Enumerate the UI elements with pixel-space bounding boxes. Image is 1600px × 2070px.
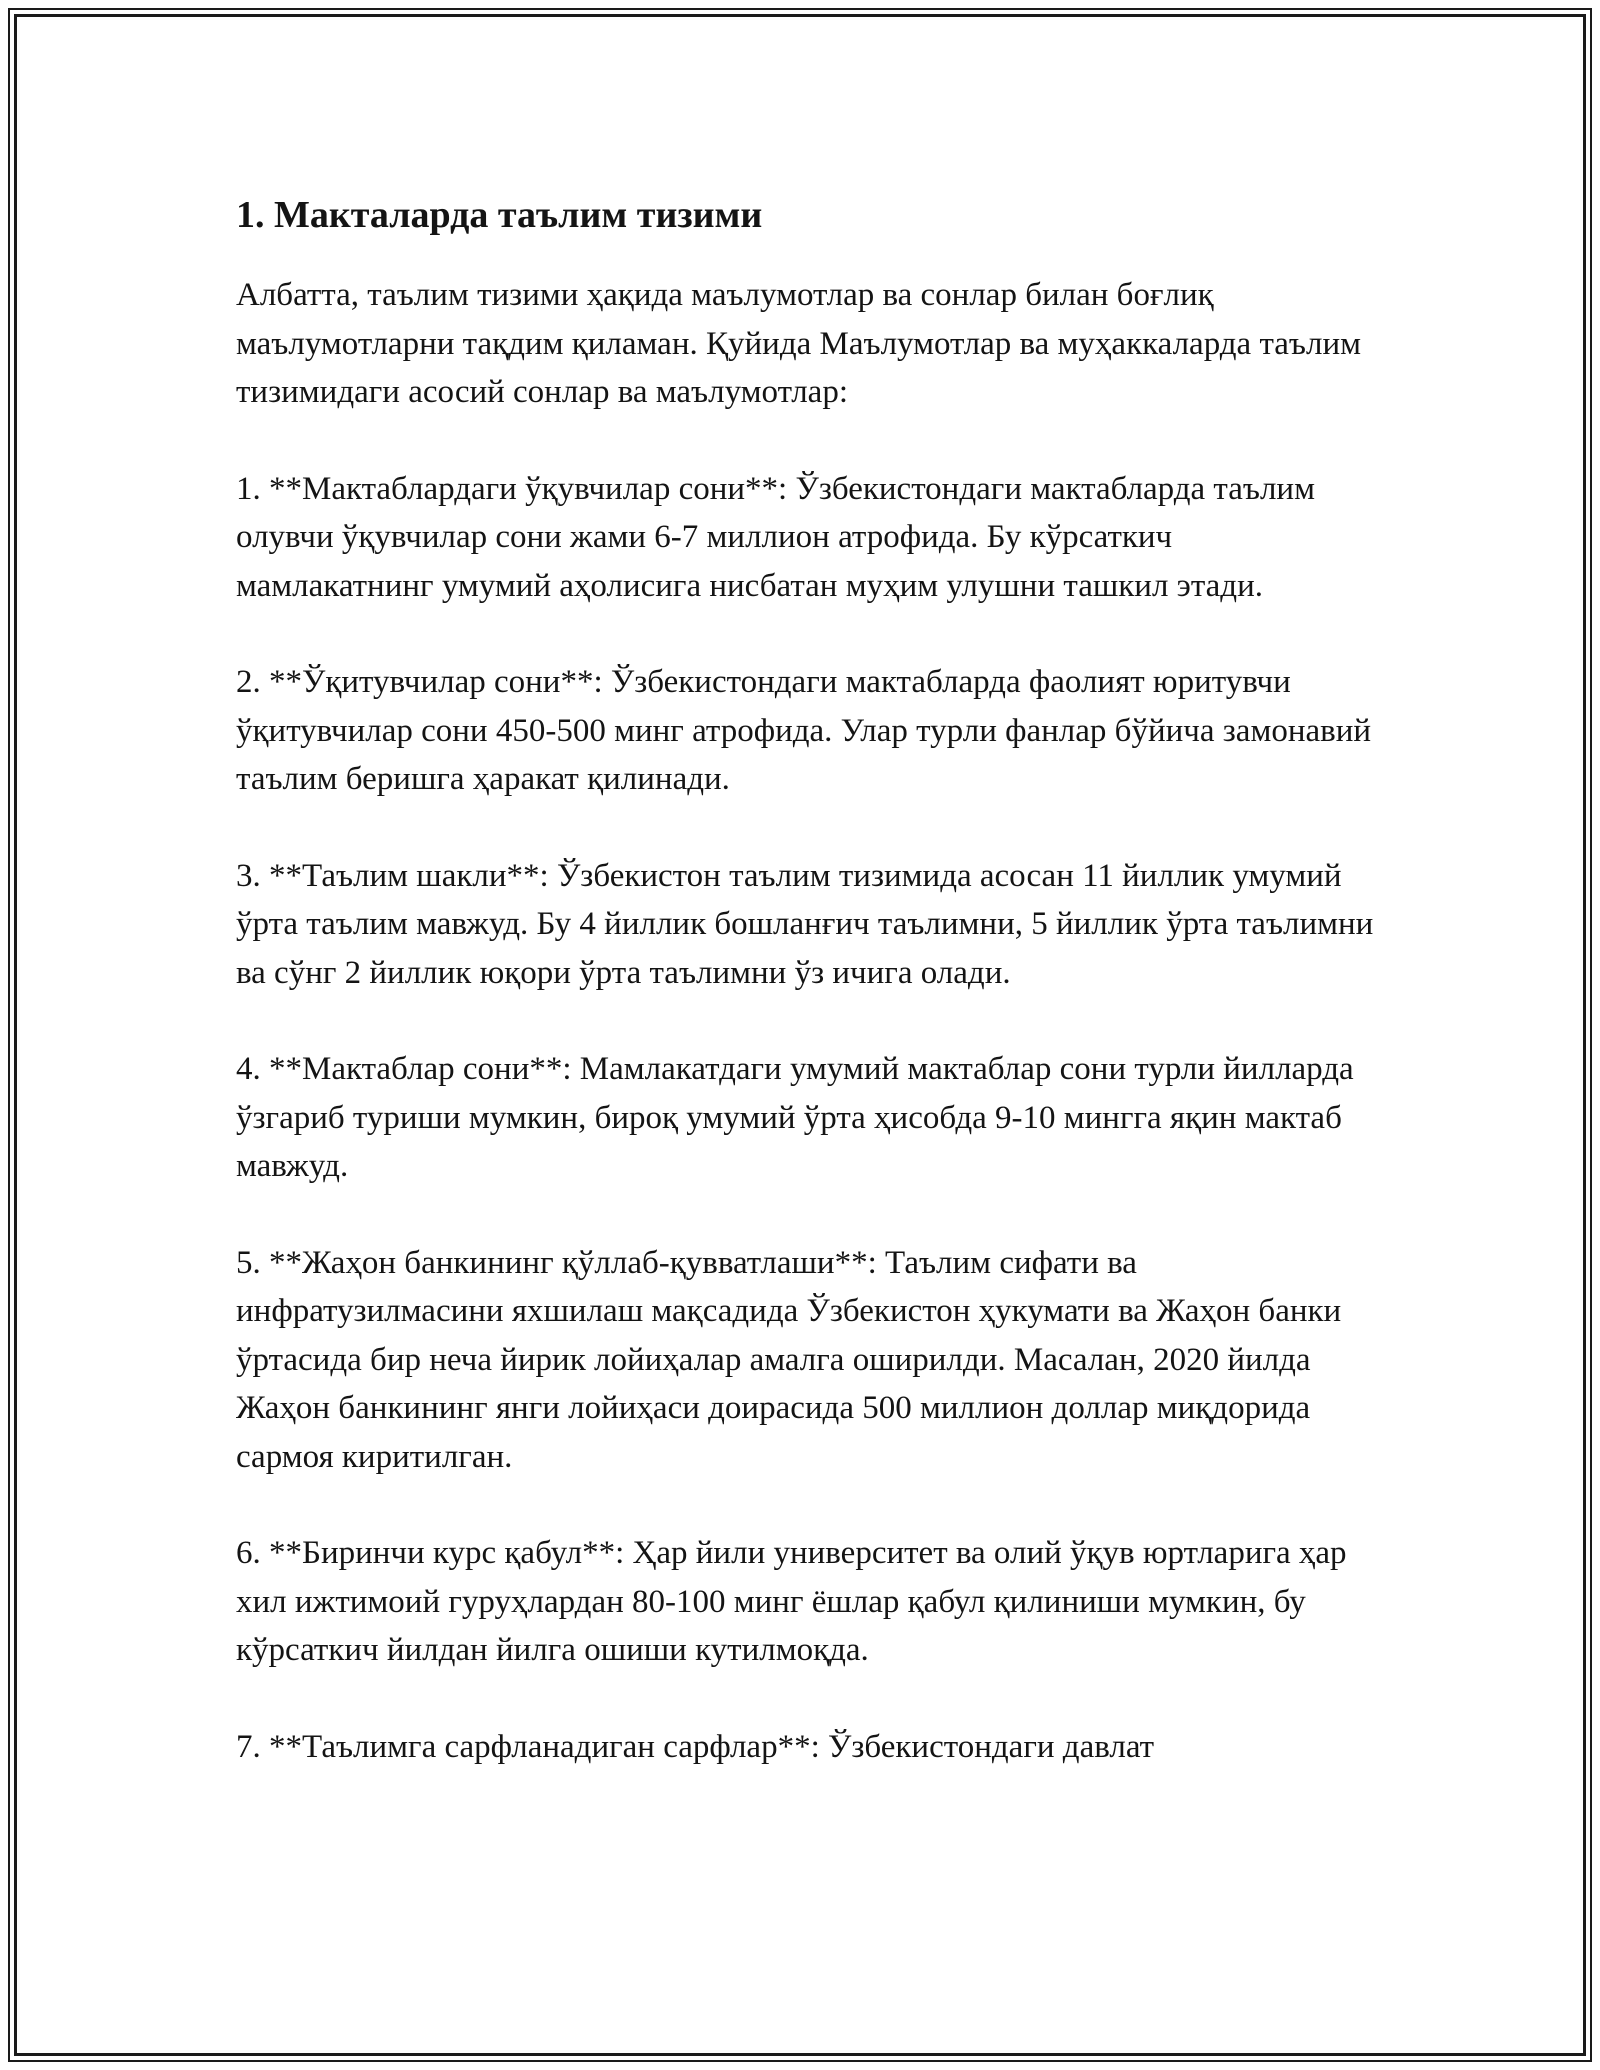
- list-item-education-spending: 7. **Таълимга сарфланадиган сарфлар**: Ўзбекистондаги давлат: [236, 1728, 1155, 1765]
- list-item-first-year-admission: 6. **Биринчи курс қабул**: Ҳар йили университет ва олий ўқув юртларига ҳар хил ижтимоий гуруҳлардан 80-100 минг ёшлар қабул қилиниши мумкин, бу кўрсаткич йилдан йилга ошиши кутилмоқда.: [236, 1535, 1347, 1668]
- list-item-education-form: 3. **Таълим шакли**: Ўзбекистон таълим тизимида асосан 11 йиллик умумий ўрта таълим мавжуд. Бу 4 йиллик бошланғич таълимни, 5 йиллик ўрта таълимни ва сўнг 2 йиллик юқори ўрта таълимни ўз ичига олади.: [236, 857, 1374, 991]
- document-body: [236, 190, 1376, 1819]
- list-item-students: 1. **Мактаблардаги ўқувчилар сони**: Ўзбекистондаги мактабларда таълим олувчи ўқувчилар сони жами 6-7 миллион атрофида. Бу кўрсаткич мамлакатнинг умумий аҳолисига нисбатан муҳим улушни ташкил этади.: [236, 470, 1315, 604]
- list-item-teachers: 2. **Ўқитувчилар сони**: Ўзбекистондаги мактабларда фаолият юритувчи ўқитувчилар сони 450-500 минг атрофида. Улар турли фанлар бўйича замонавий таълим беришга ҳаракат қилинади.: [236, 664, 1372, 797]
- page-title: 1. Макталарда таълим тизими: [236, 194, 763, 236]
- list-item-schools: 4. **Мактаблар сони**: Мамлакатдаги умумий мактаблар сони турли йилларда ўзгариб туриши мумкин, бироқ умумий ўрта ҳисобда 9-10 мингга яқин мактаб мавжуд.: [236, 1051, 1354, 1184]
- list-item-world-bank: 5. **Жаҳон банкининг қўллаб-қувватлаши**: Таълим сифати ва инфратузилмасини яхшилаш мақсадида Ўзбекистон ҳукумати ва Жаҳон банки ўртасида бир неча йирик лойиҳалар амалга оширилди. Масалан, 2020 йилда Жаҳон банкининг янги лойиҳаси доирасида 500 миллион доллар миқдорида сармоя киритилган.: [236, 1244, 1342, 1475]
- intro-paragraph: Албатта, таълим тизими ҳақида маълумотлар ва сонлар билан боғлиқ маълумотларни тақдим қиламан. Қуйида Маълумотлар ва муҳаккаларда таълим тизимидаги асосий сонлар ва маълумотлар:: [236, 277, 1361, 410]
